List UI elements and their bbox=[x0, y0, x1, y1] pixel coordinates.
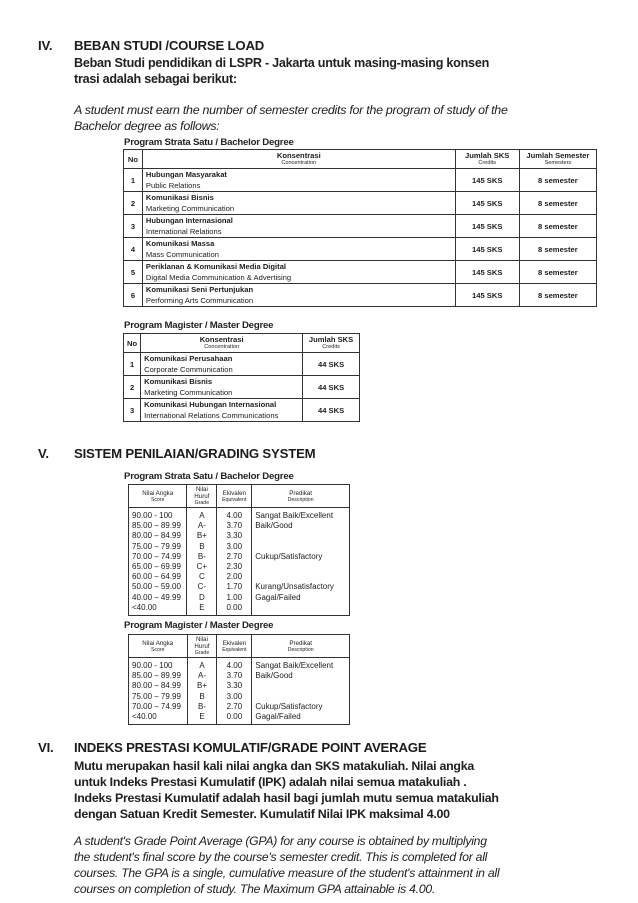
master-course-load-table bbox=[123, 333, 360, 422]
section-5-number: V. bbox=[38, 446, 49, 461]
section-6-number: VI. bbox=[38, 740, 54, 755]
header-label: No bbox=[127, 154, 139, 164]
table-row bbox=[129, 692, 350, 702]
cell-equivalent: 3.70 bbox=[217, 671, 252, 681]
cell-score: 75.00 – 79.99 bbox=[129, 542, 187, 552]
table-row bbox=[129, 658, 350, 672]
section-4-title: BEBAN STUDI /COURSE LOAD bbox=[74, 38, 265, 53]
header-label-en: Concentration bbox=[281, 160, 317, 166]
cell-equivalent: 1.70 bbox=[217, 582, 252, 592]
col-header-equivalent bbox=[217, 485, 252, 508]
paragraph-line: trasi adalah sebagai berikut: bbox=[74, 72, 237, 86]
cell-score: 75.00 – 79.99 bbox=[129, 692, 188, 702]
concentration-id: Komunikasi Massa bbox=[145, 239, 215, 248]
header-label: Predikat bbox=[289, 489, 312, 497]
cell-grade: B bbox=[187, 692, 217, 702]
header-label-en: Equivalent bbox=[222, 646, 247, 653]
paragraph-line: Bachelor degree as follows: bbox=[74, 119, 220, 133]
header-label-en: Credits bbox=[478, 160, 497, 166]
cell-no: 2 bbox=[124, 192, 143, 215]
cell-description: Baik/Good bbox=[252, 521, 350, 531]
master-grading-table bbox=[128, 634, 350, 725]
col-header-concentration bbox=[142, 150, 455, 169]
cell-grade: E bbox=[187, 603, 217, 616]
table-row bbox=[129, 603, 350, 616]
paragraph-line: courses. The GPA is a single, cumulative measure of the student's attainment in all bbox=[74, 866, 500, 880]
cell-description bbox=[252, 542, 350, 552]
cell-credits: 145 SKS bbox=[455, 238, 519, 261]
cell-equivalent: 4.00 bbox=[217, 658, 252, 672]
cell-description bbox=[252, 603, 350, 616]
cell-score: 70.00 – 74.99 bbox=[129, 702, 188, 712]
cell-score: 40.00 – 49.99 bbox=[129, 593, 187, 603]
col-header-semesters bbox=[519, 150, 596, 169]
cell-grade: A bbox=[187, 658, 217, 672]
bachelor-grading-caption: Program Strata Satu / Bachelor Degree bbox=[124, 471, 294, 482]
cell-score: 90.00 - 100 bbox=[129, 658, 188, 672]
paragraph-line: A student's Grade Point Average (GPA) for any course is obtained by multiplying bbox=[74, 834, 487, 848]
cell-description bbox=[252, 572, 350, 582]
cell-semesters: 8 semester bbox=[519, 215, 596, 238]
cell-credits: 145 SKS bbox=[455, 215, 519, 238]
cell-concentration bbox=[141, 376, 303, 399]
cell-grade: B- bbox=[187, 702, 217, 712]
cell-grade: A- bbox=[187, 671, 217, 681]
table-row bbox=[129, 531, 350, 541]
concentration-en: Corporate Communication bbox=[144, 365, 233, 374]
cell-description bbox=[252, 692, 350, 702]
col-header-credits bbox=[455, 150, 519, 169]
header-label-en: Grade bbox=[194, 500, 210, 506]
col-header-score bbox=[129, 485, 187, 508]
cell-equivalent: 2.30 bbox=[217, 562, 252, 572]
cell-description: Cukup/Satisfactory bbox=[252, 702, 350, 712]
cell-score: 90.00 - 100 bbox=[129, 508, 187, 522]
table-row bbox=[129, 593, 350, 603]
cell-concentration bbox=[142, 169, 455, 192]
table-header-row bbox=[129, 485, 350, 508]
col-header-description bbox=[252, 485, 350, 508]
cell-semesters: 8 semester bbox=[519, 238, 596, 261]
table-row bbox=[129, 562, 350, 572]
cell-description bbox=[252, 681, 350, 691]
concentration-en: Public Relations bbox=[145, 181, 201, 190]
section-6-paragraph-id bbox=[74, 758, 499, 822]
table-header-row bbox=[124, 334, 360, 353]
cell-equivalent: 3.70 bbox=[217, 521, 252, 531]
table-row bbox=[129, 582, 350, 592]
paragraph-line: Mutu merupakan hasil kali nilai angka dan SKS matakuliah. Nilai angka bbox=[74, 759, 475, 773]
cell-grade: C bbox=[187, 572, 217, 582]
section-6-title: INDEKS PRESTASI KOMULATIF/GRADE POINT AVERAGE bbox=[74, 740, 427, 755]
table-row bbox=[124, 399, 360, 422]
table-row bbox=[124, 238, 597, 261]
cell-no: 5 bbox=[124, 261, 143, 284]
section-4-number: IV. bbox=[38, 38, 53, 53]
col-header-concentration bbox=[141, 334, 303, 353]
cell-description: Gagal/Failed bbox=[252, 593, 350, 603]
paragraph-line: dengan Satuan Kredit Semester. Kumulatif Nilai IPK maksimal 4.00 bbox=[74, 807, 450, 821]
cell-score: 50.00 – 59.00 bbox=[129, 582, 187, 592]
cell-equivalent: 3.30 bbox=[217, 681, 252, 691]
cell-concentration bbox=[142, 261, 455, 284]
col-header-score bbox=[129, 635, 188, 658]
concentration-id: Hubungan Masyarakat bbox=[145, 170, 227, 179]
cell-credits: 44 SKS bbox=[303, 353, 360, 376]
cell-description: Sangat Baik/Excellent bbox=[252, 658, 350, 672]
cell-no: 1 bbox=[124, 353, 141, 376]
cell-concentration bbox=[142, 238, 455, 261]
concentration-id: Komunikasi Bisnis bbox=[145, 193, 214, 202]
paragraph-line: Beban Studi pendidikan di LSPR - Jakarta untuk masing-masing konsen bbox=[74, 56, 490, 70]
cell-score: 85.00 – 89.99 bbox=[129, 671, 188, 681]
header-label: Ekivalen bbox=[222, 639, 247, 647]
table-row bbox=[124, 215, 597, 238]
table-header-row bbox=[124, 150, 597, 169]
header-label: Nilai Huruf bbox=[194, 636, 210, 650]
header-label: Ekivalen bbox=[222, 489, 246, 497]
table-row bbox=[129, 702, 350, 712]
cell-concentration bbox=[141, 353, 303, 376]
cell-credits: 44 SKS bbox=[303, 376, 360, 399]
cell-no: 3 bbox=[124, 399, 141, 422]
cell-description bbox=[252, 562, 350, 572]
col-header-no bbox=[124, 334, 141, 353]
cell-no: 4 bbox=[124, 238, 143, 261]
master-grading-caption: Program Magister / Master Degree bbox=[124, 620, 274, 631]
cell-equivalent: 1.00 bbox=[217, 593, 252, 603]
cell-concentration bbox=[142, 192, 455, 215]
concentration-en: International Relations bbox=[145, 227, 222, 236]
cell-description: Baik/Good bbox=[252, 671, 350, 681]
cell-description: Gagal/Failed bbox=[252, 712, 350, 725]
cell-no: 6 bbox=[124, 284, 143, 307]
cell-score: 85.00 – 89.99 bbox=[129, 521, 187, 531]
header-label-en: Description bbox=[287, 496, 314, 503]
bachelor-load-caption: Program Strata Satu / Bachelor Degree bbox=[124, 137, 294, 148]
cell-no: 2 bbox=[124, 376, 141, 399]
concentration-id: Hubungan Internasional bbox=[145, 216, 233, 225]
bachelor-course-load-table bbox=[123, 149, 597, 307]
concentration-en: Mass Communication bbox=[145, 250, 219, 259]
cell-score: 80.00 – 84.99 bbox=[129, 681, 188, 691]
header-label: Nilai Angka bbox=[142, 489, 174, 497]
table-row bbox=[129, 508, 350, 522]
header-label-en: Score bbox=[151, 646, 165, 653]
cell-score: 80.00 – 84.99 bbox=[129, 531, 187, 541]
section-4-paragraph-id bbox=[74, 55, 489, 87]
cell-no: 3 bbox=[124, 215, 143, 238]
concentration-en: Digital Media Communication & Advertising bbox=[145, 273, 292, 282]
header-label: No bbox=[127, 338, 138, 348]
table-row bbox=[124, 192, 597, 215]
header-label-en: Description bbox=[287, 646, 314, 653]
header-label-en: Concentration bbox=[204, 344, 240, 350]
cell-score: 70.00 – 74.99 bbox=[129, 552, 187, 562]
cell-equivalent: 3.00 bbox=[217, 692, 252, 702]
cell-semesters: 8 semester bbox=[519, 169, 596, 192]
concentration-en: Performing Arts Communication bbox=[145, 296, 254, 305]
table-header-row bbox=[129, 635, 350, 658]
table-row bbox=[129, 712, 350, 725]
table-row bbox=[129, 542, 350, 552]
paragraph-line: untuk Indeks Prestasi Kumulatif (IPK) adalah nilai semua matakuliah . bbox=[74, 775, 467, 789]
concentration-id: Komunikasi Hubungan Internasional bbox=[144, 400, 277, 409]
cell-score: <40.00 bbox=[129, 603, 187, 616]
header-label: Jumlah Semester bbox=[526, 151, 590, 160]
col-header-grade bbox=[187, 635, 217, 658]
concentration-id: Periklanan & Komunikasi Media Digital bbox=[145, 262, 287, 271]
table-row bbox=[124, 261, 597, 284]
cell-equivalent: 2.00 bbox=[217, 572, 252, 582]
cell-equivalent: 0.00 bbox=[217, 712, 252, 725]
cell-description bbox=[252, 531, 350, 541]
cell-no: 1 bbox=[124, 169, 143, 192]
cell-semesters: 8 semester bbox=[519, 192, 596, 215]
cell-concentration bbox=[142, 215, 455, 238]
paragraph-line: courses on completion of study. The Maximum GPA attainable is 4.00. bbox=[74, 882, 436, 896]
cell-description: Cukup/Satisfactory bbox=[252, 552, 350, 562]
concentration-en: Marketing Communication bbox=[144, 388, 233, 397]
section-6-paragraph-en bbox=[74, 833, 499, 897]
bachelor-grading-table bbox=[128, 484, 350, 616]
cell-grade: B- bbox=[187, 552, 217, 562]
table-row bbox=[124, 376, 360, 399]
col-header-no bbox=[124, 150, 143, 169]
cell-grade: A bbox=[187, 508, 217, 522]
cell-credits: 145 SKS bbox=[455, 261, 519, 284]
header-label: Konsentrasi bbox=[276, 151, 321, 160]
cell-equivalent: 0.00 bbox=[217, 603, 252, 616]
cell-description: Kurang/Unsatisfactory bbox=[252, 582, 350, 592]
header-label: Jumlah SKS bbox=[308, 335, 354, 344]
paragraph-line: A student must earn the number of semester credits for the program of study of the bbox=[74, 103, 508, 117]
header-label-en: Semesters bbox=[544, 160, 572, 166]
cell-credits: 145 SKS bbox=[455, 192, 519, 215]
cell-grade: B+ bbox=[187, 531, 217, 541]
cell-grade: A- bbox=[187, 521, 217, 531]
cell-credits: 44 SKS bbox=[303, 399, 360, 422]
cell-description: Sangat Baik/Excellent bbox=[252, 508, 350, 522]
concentration-en: International Relations Communications bbox=[144, 411, 279, 420]
header-label-en: Equivalent bbox=[222, 496, 247, 503]
table-row bbox=[129, 552, 350, 562]
col-header-description bbox=[252, 635, 350, 658]
col-header-grade bbox=[187, 485, 217, 508]
cell-grade: E bbox=[187, 712, 217, 725]
cell-credits: 145 SKS bbox=[455, 284, 519, 307]
table-row bbox=[129, 681, 350, 691]
cell-credits: 145 SKS bbox=[455, 169, 519, 192]
cell-concentration bbox=[142, 284, 455, 307]
section-5-title: SISTEM PENILAIAN/GRADING SYSTEM bbox=[74, 446, 316, 461]
header-label: Nilai Angka bbox=[142, 639, 174, 647]
header-label-en: Score bbox=[150, 496, 165, 503]
table-row bbox=[129, 521, 350, 531]
cell-concentration bbox=[141, 399, 303, 422]
header-label: Nilai Huruf bbox=[194, 486, 210, 500]
cell-equivalent: 2.70 bbox=[217, 552, 252, 562]
cell-score: 60.00 – 64.99 bbox=[129, 572, 187, 582]
concentration-id: Komunikasi Bisnis bbox=[144, 377, 213, 386]
master-load-caption: Program Magister / Master Degree bbox=[124, 320, 274, 331]
cell-equivalent: 4.00 bbox=[217, 508, 252, 522]
table-row bbox=[124, 169, 597, 192]
paragraph-line: Indeks Prestasi Kumulatif adalah hasil bagi jumlah mutu semua matakuliah bbox=[74, 791, 499, 805]
table-row bbox=[129, 671, 350, 681]
col-header-credits bbox=[303, 334, 360, 353]
cell-semesters: 8 semester bbox=[519, 284, 596, 307]
cell-grade: D bbox=[187, 593, 217, 603]
cell-grade: B bbox=[187, 542, 217, 552]
paragraph-line: the student's final score by the course's semester credit. This is completed for all bbox=[74, 850, 488, 864]
cell-equivalent: 3.00 bbox=[217, 542, 252, 552]
concentration-en: Marketing Communication bbox=[145, 204, 235, 213]
table-row bbox=[124, 284, 597, 307]
header-label: Predikat bbox=[289, 639, 313, 647]
header-label-en: Credits bbox=[322, 344, 340, 350]
cell-semesters: 8 semester bbox=[519, 261, 596, 284]
concentration-id: Komunikasi Perusahaan bbox=[144, 354, 233, 363]
cell-grade: B+ bbox=[187, 681, 217, 691]
table-row bbox=[124, 353, 360, 376]
cell-grade: C- bbox=[187, 582, 217, 592]
section-4-paragraph-en bbox=[74, 102, 508, 134]
header-label-en: Grade bbox=[194, 650, 210, 656]
header-label: Jumlah SKS bbox=[465, 151, 510, 160]
concentration-id: Komunikasi Seni Pertunjukan bbox=[145, 285, 254, 294]
header-label: Konsentrasi bbox=[199, 335, 244, 344]
cell-equivalent: 3.30 bbox=[217, 531, 252, 541]
cell-score: 65.00 – 69.99 bbox=[129, 562, 187, 572]
cell-score: <40.00 bbox=[129, 712, 188, 725]
table-row bbox=[129, 572, 350, 582]
col-header-equivalent bbox=[217, 635, 252, 658]
cell-equivalent: 2.70 bbox=[217, 702, 252, 712]
cell-grade: C+ bbox=[187, 562, 217, 572]
